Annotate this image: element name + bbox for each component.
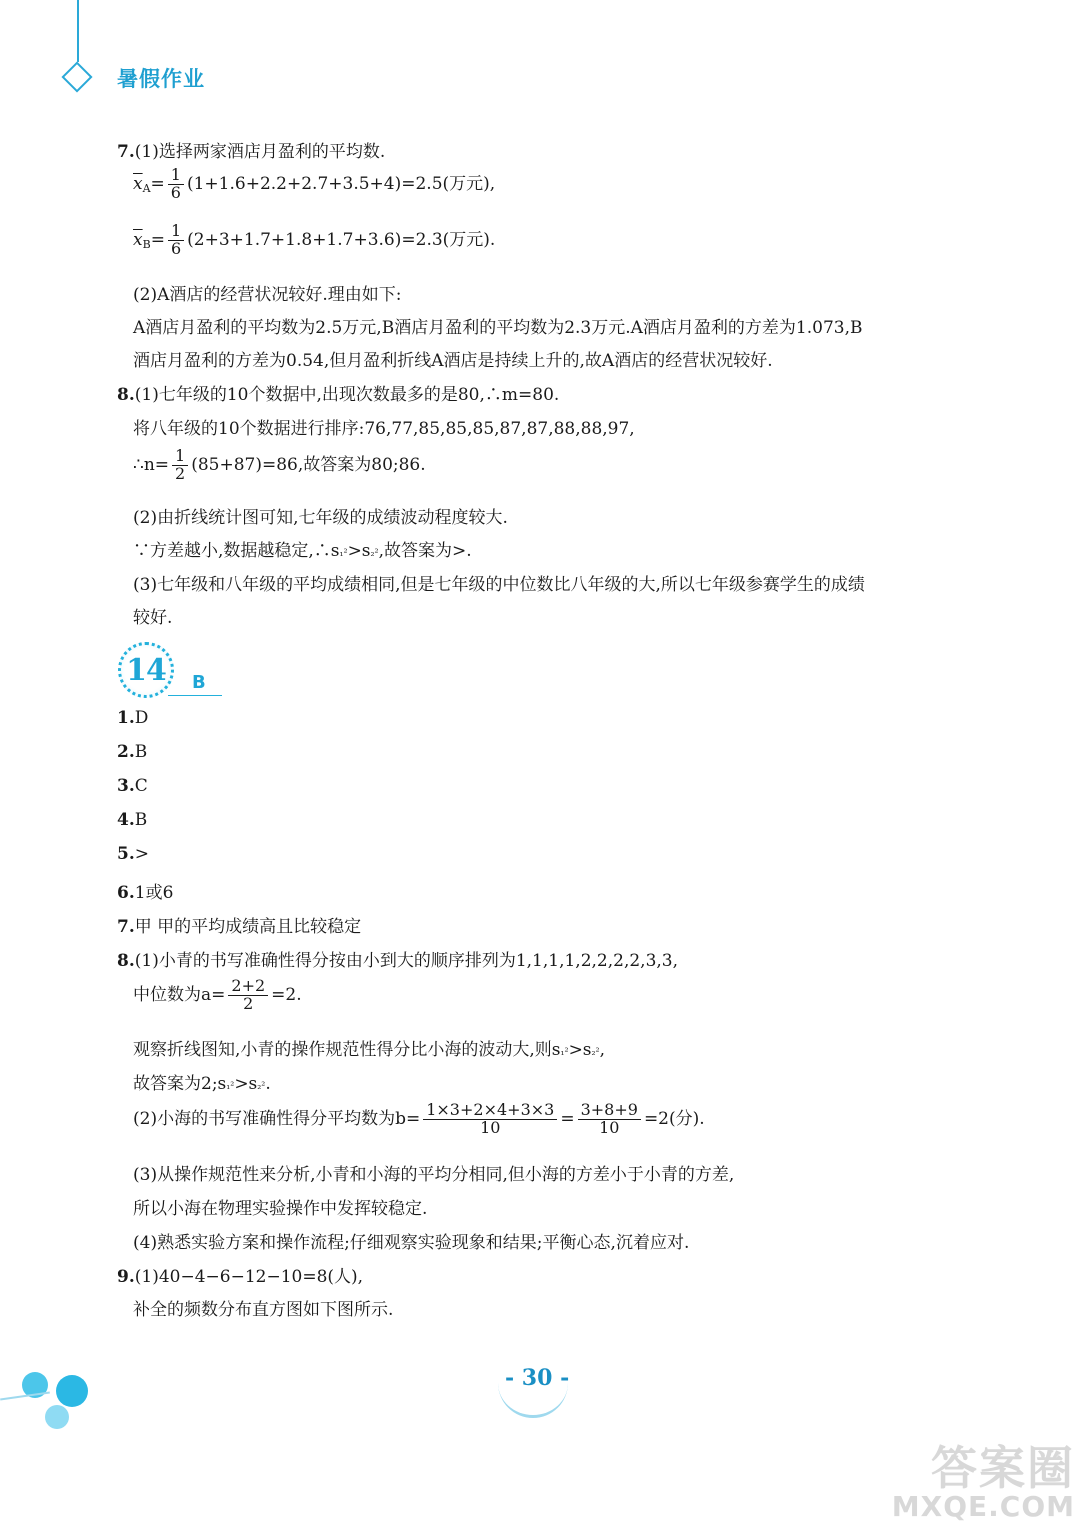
variance-text-a: ∵方差越小,数据越稳定,∴s: [133, 541, 340, 561]
frac-num: 1: [168, 167, 184, 185]
q8b-part3-line2: 所以小海在物理实验操作中发挥较稳定.: [133, 1199, 428, 1219]
answer-num: 3.: [117, 776, 135, 796]
page-header-title: 暑假作业: [117, 67, 205, 91]
sub-sq-2: ₂²: [257, 1081, 266, 1092]
q9-number: 9.: [117, 1267, 135, 1287]
frac-one-sixth-b: [168, 223, 184, 258]
answer-num: 2.: [117, 742, 135, 762]
q7-p1-text: (1)选择两家酒店月盈利的平均数.: [134, 142, 386, 162]
q7-part2: (2)A酒店的经营状况较好.理由如下:: [133, 285, 402, 305]
answer-num: 4.: [117, 810, 135, 830]
equals-sign: =: [560, 1108, 575, 1129]
diamond-icon: [61, 61, 92, 92]
frac-sum: [423, 1102, 557, 1137]
answer-4: [117, 810, 147, 830]
answer-text: B: [134, 810, 148, 830]
q9-p1-text: (1)40−4−6−12−10=8(人),: [134, 1267, 364, 1287]
answer-num: 7.: [117, 917, 135, 937]
n-prefix: ∴n=: [133, 454, 170, 475]
section-underline: [168, 695, 222, 696]
xbar-b: $\overline{x}$: [133, 229, 143, 250]
part2-suffix: =2(分).: [643, 1108, 705, 1129]
answer-text-c: .: [265, 1074, 271, 1094]
frac-den: 6: [170, 238, 182, 258]
q9-part1-line2: 补全的频数分布直方图如下图所示.: [133, 1300, 394, 1320]
q8-part1: [117, 380, 559, 405]
frac-den: 2: [243, 993, 254, 1013]
answer-3: [117, 776, 148, 796]
frac-median: [228, 978, 268, 1013]
variance-text-c: ,故答案为>.: [378, 541, 472, 561]
answer-7: [117, 912, 361, 937]
answer-5: [117, 844, 149, 864]
frac-num: 2+2: [228, 978, 268, 996]
answer-2: [117, 742, 147, 762]
q8-variance: [133, 536, 472, 561]
q7-number: 7.: [117, 142, 135, 162]
q8b-part3-line1: (3)从操作规范性来分析,小青和小海的平均分相同,但小海的方差小于小青的方差,: [133, 1165, 735, 1185]
answer-num: 6.: [117, 883, 135, 903]
observe-text-b: >s: [568, 1040, 592, 1060]
frac-den: 6: [170, 182, 181, 202]
q8b-observe: [133, 1035, 605, 1060]
q8b-median: [133, 978, 302, 1013]
watermark-logo: 答案圈: [931, 1441, 1075, 1495]
answer-text: D: [134, 708, 149, 728]
observe-text-c: ,: [599, 1040, 605, 1060]
section-letter: B: [192, 672, 206, 693]
answer-text-a: 故答案为2;s: [133, 1074, 227, 1094]
q9-part1: [117, 1262, 363, 1287]
q8-number: 8.: [117, 385, 135, 405]
sub-sq-1: ₁²: [560, 1047, 569, 1058]
median-prefix: 中位数为a=: [133, 984, 226, 1005]
answer-text: B: [134, 742, 148, 762]
frac-num: 3+8+9: [578, 1102, 641, 1120]
q8-sort: 将八年级的10个数据进行排序:76,77,85,85,85,87,87,88,88,97,: [133, 419, 635, 439]
q8b-part1: [117, 946, 678, 971]
q8b-p1-text: (1)小青的书写准确性得分按由小到大的顺序排列为1,1,1,1,2,2,2,2,3,3,: [134, 951, 679, 971]
q7-mean-b: $\overline{x}_B=$ $\frac{1}{6}$ (2+3+1.7+1.8+1.7+3.6)=2.3(万元).: [133, 221, 496, 258]
answer-text: 1或6: [134, 883, 174, 903]
watermark-url: MXQE.COM: [891, 1490, 1075, 1523]
answer-text: 甲 甲的平均成绩高且比较稳定: [134, 917, 362, 937]
bubble-decoration: [45, 1405, 69, 1429]
q8-p1-text: (1)七年级的10个数据中,出现次数最多的是80,∴m=80.: [134, 385, 560, 405]
q7-part2-line1: A酒店月盈利的平均数为2.5万元,B酒店月盈利的平均数为2.3万元.A酒店月盈利的方差为1.073,B: [133, 318, 863, 338]
xbar-b-sub: B: [142, 237, 151, 251]
frac-simplified: [578, 1102, 641, 1137]
header-line: [77, 0, 79, 62]
q8b-number: 8.: [117, 951, 135, 971]
frac-den: 2: [175, 463, 186, 483]
n-suffix: (85+87)=86,故答案为80;86.: [191, 454, 426, 475]
sub-sq-1: ₁²: [339, 548, 348, 559]
q8b-part4: (4)熟悉实验方案和操作流程;仔细观察实验现象和结果;平衡心态,沉着应对.: [133, 1233, 690, 1253]
frac-one-sixth-a: [168, 167, 184, 202]
answer-text: C: [134, 776, 148, 796]
frac-den: 10: [599, 1117, 620, 1137]
q8-n-value: [133, 448, 426, 483]
answer-1: [117, 708, 148, 728]
q8-part3-line2: 较好.: [133, 608, 173, 628]
median-suffix: =2.: [271, 984, 302, 1005]
sub-sq-1: ₁²: [226, 1081, 235, 1092]
sub-sq-2: ₂²: [370, 548, 379, 559]
section-number: 14: [126, 652, 166, 688]
answer-text-b: >s: [234, 1074, 258, 1094]
xbar-a: $\overline{x}$: [133, 173, 143, 194]
frac-num: 1: [172, 448, 188, 466]
mean-a-expr: (1+1.6+2.2+2.7+3.5+4)=2.5(万元),: [186, 173, 496, 194]
bubble-decoration: [56, 1375, 88, 1407]
mean-b-expr: (2+3+1.7+1.8+1.7+3.6)=2.3(万元).: [187, 229, 496, 250]
frac-one-half: [172, 448, 188, 483]
q7-part1: [117, 137, 385, 162]
page-number: - 30 -: [505, 1365, 570, 1391]
answer-num: 1.: [117, 708, 135, 728]
frac-den: 10: [480, 1117, 501, 1137]
q7-mean-a: $\overline{x}_A=$ $\frac{1}{6}$ (1+1.6+2.2+2.7+3.5+4)=2.5(万元),: [133, 165, 496, 202]
q8-part3-line1: (3)七年级和八年级的平均成绩相同,但是七年级的中位数比八年级的大,所以七年级参赛学生的成绩: [133, 575, 865, 595]
part2-prefix: (2)小海的书写准确性得分平均数为b=: [133, 1108, 421, 1129]
q8-part2: (2)由折线统计图可知,七年级的成绩波动程度较大.: [133, 508, 508, 528]
variance-text-b: >s: [347, 541, 371, 561]
xbar-a-sub: A: [142, 181, 151, 195]
frac-num: 1: [168, 223, 184, 241]
answer-6: [117, 878, 173, 903]
observe-text-a: 观察折线图知,小青的操作规范性得分比小海的波动大,则s: [133, 1040, 561, 1060]
frac-num: 1×3+2×4+3×3: [423, 1102, 557, 1120]
q7-part2-line2: 酒店月盈利的方差为0.54,但月盈利折线A酒店是持续上升的,故A酒店的经营状况较好.: [133, 351, 773, 371]
sub-sq-2: ₂²: [591, 1047, 600, 1058]
q8b-answer: [133, 1069, 271, 1094]
q8b-part2: [133, 1102, 705, 1137]
answer-num: 5.: [117, 844, 135, 864]
answer-text: >: [134, 844, 149, 864]
section-badge: [118, 642, 174, 698]
